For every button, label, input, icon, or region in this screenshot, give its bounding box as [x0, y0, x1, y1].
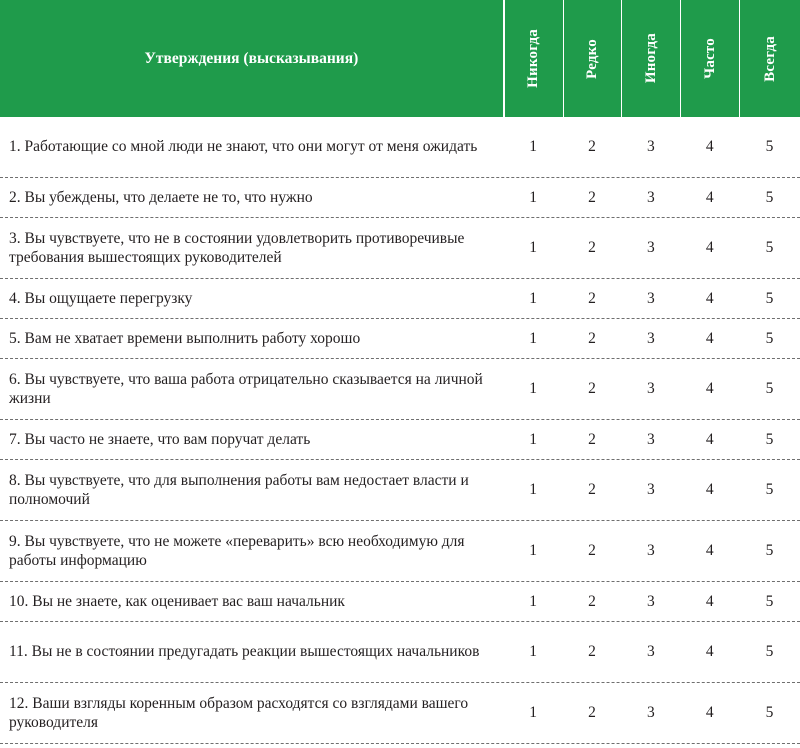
score-cell: 3 — [646, 430, 655, 448]
score-cell: 5 — [765, 704, 774, 721]
column-header-often — [680, 0, 739, 117]
column-header-always — [739, 0, 800, 117]
statement-text: 7. Вы часто не знаете, что вам поручат делать — [9, 430, 311, 448]
score-cell: 2 — [588, 430, 596, 448]
table-row — [0, 218, 800, 279]
score-cell: 2 — [588, 643, 596, 660]
table-row — [0, 582, 800, 622]
statement-text: 6. Вы чувствуете, что ваша работа отрицательно сказывается на личной жизни — [9, 370, 483, 407]
score-cell: 5 — [765, 239, 774, 256]
statement-text: 3. Вы чувствуете, что не в состоянии удовлетворить противоречивые требования вышестоящих руководителей — [9, 229, 465, 266]
score-cell: 4 — [705, 188, 714, 206]
score-cell: 5 — [765, 542, 774, 559]
score-cell: 4 — [705, 239, 714, 256]
table-row — [0, 359, 800, 420]
statement-text: 12. Ваши взгляды коренным образом расходятся со взглядами вашего руководителя — [9, 694, 469, 731]
score-cell: 5 — [765, 329, 774, 347]
score-cell: 2 — [588, 542, 596, 559]
score-cell: 4 — [705, 289, 714, 307]
score-cell: 1 — [529, 481, 538, 498]
score-cell: 3 — [646, 289, 655, 307]
column-header-label: Никогда — [525, 29, 542, 88]
statement-text: 10. Вы не знаете, как оценивает вас ваш начальник — [9, 592, 345, 610]
table-row — [0, 319, 800, 359]
score-cell: 3 — [646, 704, 655, 721]
table-row — [0, 622, 800, 683]
score-cell: 4 — [705, 643, 714, 660]
score-cell: 2 — [588, 481, 596, 498]
column-header-label: Всегда — [761, 35, 778, 82]
score-cell: 3 — [646, 188, 655, 206]
statement-text: 4. Вы ощущаете перегрузку — [9, 289, 193, 307]
table-header — [0, 0, 800, 117]
score-cell: 3 — [646, 329, 655, 347]
score-cell: 4 — [705, 329, 714, 347]
column-header-rarely — [563, 0, 622, 117]
table-row — [0, 279, 800, 319]
table-row — [0, 683, 800, 744]
score-cell: 2 — [588, 289, 596, 307]
statement-text: 5. Вам не хватает времени выполнить работу хорошо — [9, 329, 361, 347]
column-header-sometimes — [621, 0, 680, 117]
table-row — [0, 117, 800, 178]
score-cell: 3 — [646, 380, 655, 397]
column-header-label: Редко — [584, 38, 601, 79]
score-cell: 3 — [646, 481, 655, 498]
score-cell: 1 — [529, 329, 538, 347]
score-cell: 2 — [588, 592, 596, 610]
score-cell: 1 — [529, 704, 538, 721]
statement-column-header: Утверждения (высказывания) — [0, 0, 504, 117]
score-cell: 1 — [529, 380, 538, 397]
score-cell: 2 — [588, 138, 596, 155]
statement-text: 2. Вы убеждены, что делаете не то, что нужно — [9, 188, 313, 206]
score-cell: 5 — [765, 138, 774, 155]
score-cell: 2 — [588, 188, 596, 206]
score-cell: 4 — [705, 138, 714, 155]
score-cell: 4 — [705, 704, 714, 721]
score-cell: 1 — [529, 542, 538, 559]
score-cell: 1 — [529, 289, 538, 307]
score-cell: 1 — [529, 643, 538, 660]
score-cell: 5 — [765, 380, 774, 397]
column-header-label: Часто — [701, 38, 718, 79]
score-cell: 3 — [646, 542, 655, 559]
table-row — [0, 420, 800, 460]
score-cell: 4 — [705, 542, 714, 559]
score-cell: 2 — [588, 704, 596, 721]
table-body — [0, 117, 800, 744]
score-cell: 5 — [765, 592, 774, 610]
score-cell: 1 — [529, 138, 538, 155]
score-cell: 3 — [646, 592, 655, 610]
column-header-label: Иногда — [642, 33, 659, 84]
table-row — [0, 460, 800, 521]
score-cell: 4 — [705, 481, 714, 498]
score-cell: 3 — [646, 643, 655, 660]
statement-text: 11. Вы не в состоянии предугадать реакции вышестоящих начальников — [9, 643, 480, 661]
statement-text: 1. Работающие со мной люди не знают, что они могут от меня ожидать — [9, 138, 478, 156]
score-cell: 4 — [705, 380, 714, 397]
score-cell: 1 — [529, 592, 538, 610]
score-cell: 5 — [765, 643, 774, 660]
score-cell: 2 — [588, 329, 596, 347]
statement-text: 8. Вы чувствуете, что для выполнения работы вам недостает власти и полномочий — [9, 471, 469, 508]
score-cell: 4 — [705, 430, 714, 448]
score-cell: 5 — [765, 430, 774, 448]
score-cell: 3 — [646, 138, 655, 155]
score-cell: 1 — [529, 188, 538, 206]
score-cell: 2 — [588, 239, 596, 256]
statement-text: 9. Вы чувствуете, что не можете «переварить» всю необходимую для работы информацию — [9, 532, 465, 569]
score-cell: 2 — [588, 380, 596, 397]
table-row — [0, 178, 800, 218]
score-cell: 5 — [765, 289, 774, 307]
column-header-never — [504, 0, 563, 117]
score-cell: 5 — [765, 188, 774, 206]
table-row — [0, 521, 800, 582]
score-cell: 3 — [646, 239, 655, 256]
score-cell: 4 — [705, 592, 714, 610]
score-cell: 5 — [765, 481, 774, 498]
score-cell: 1 — [529, 239, 538, 256]
score-cell: 1 — [529, 430, 538, 448]
